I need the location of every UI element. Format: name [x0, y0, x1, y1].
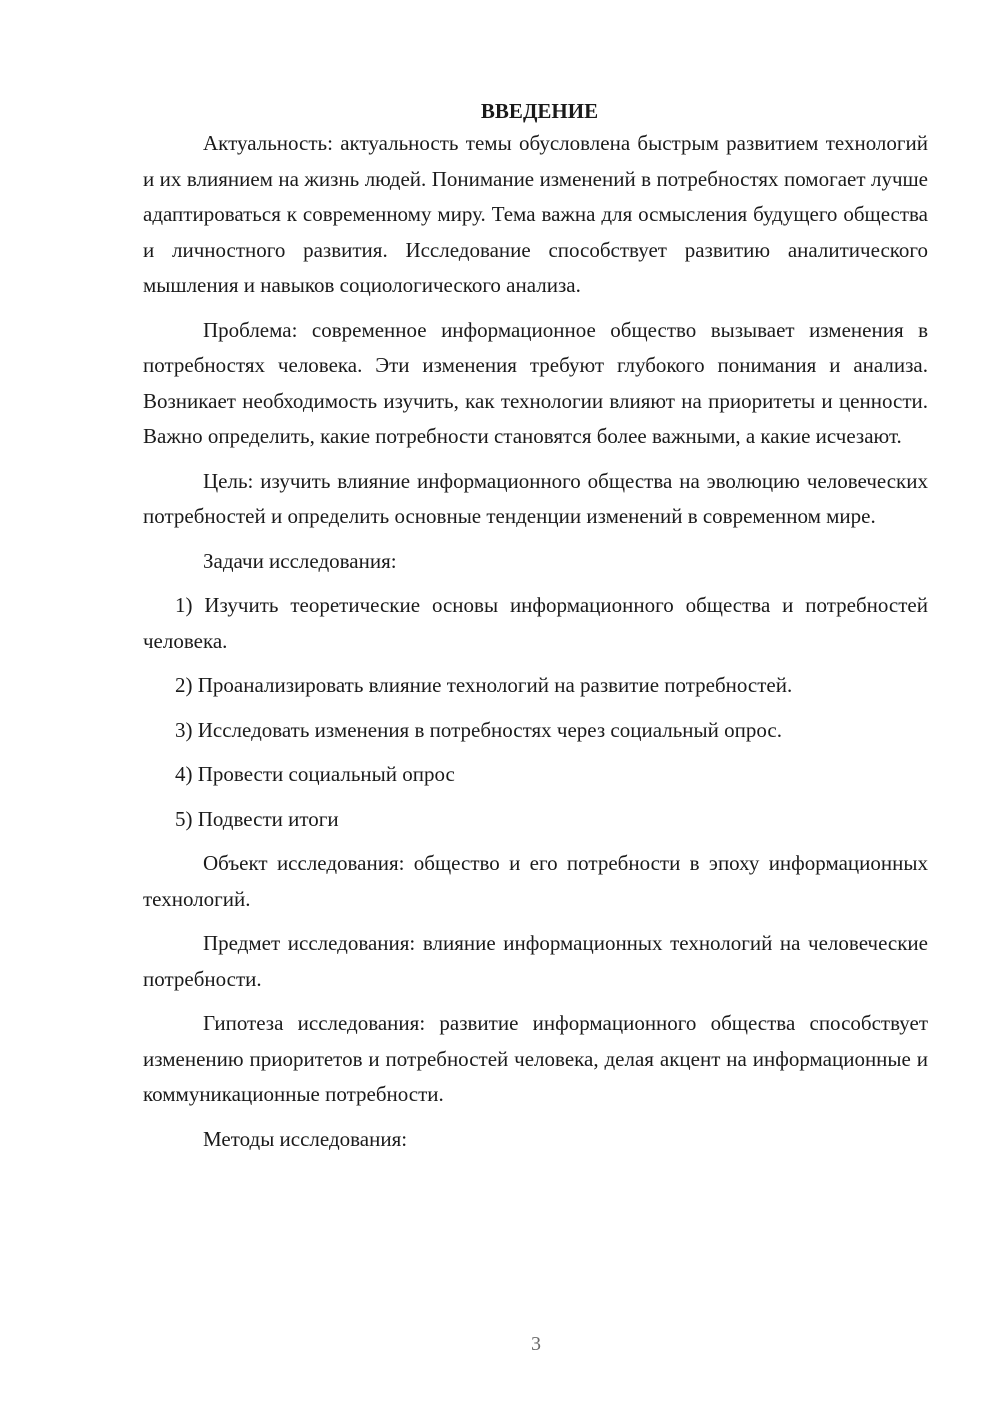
hypothesis-paragraph: Гипотеза исследования: развитие информационного общества способствует изменению приоритетов и потребностей человека, делая акцент на информационные и коммуникационные потребности. — [143, 1011, 928, 1106]
relevance-paragraph: Актуальность: актуальность темы обусловлена быстрым развитием технологий и их влиянием на жизнь людей. Понимание изменений в потребностях помогает лучше адаптироваться к современному миру. Тема важна для осмысления будущего общества и личностного развития. Исследование способствует развитию аналитического мышления и навыков социологического анализа. — [143, 131, 928, 297]
object-paragraph: Объект исследования: общество и его потребности в эпоху информационных технологий. — [143, 851, 928, 911]
task-item-2: 2) Проанализировать влияние технологий на развитие потребностей. — [175, 673, 793, 697]
subject-paragraph: Предмет исследования: влияние информационных технологий на человеческие потребности. — [143, 931, 928, 991]
document-page — [143, 96, 928, 1166]
problem-paragraph: Проблема: современное информационное общество вызывает изменения в потребностях человека. Эти изменения требуют глубокого понимания и анализа. Возникает необходимость изучить, как технологии влияют на приоритеты и ценности. Важно определить, какие потребности становятся более важными, а какие исчезают. — [143, 317, 928, 448]
tasks-heading: Задачи исследования: — [203, 548, 397, 573]
task-item-5: 5) Подвести итоги — [175, 806, 339, 831]
task-item-3: 3) Исследовать изменения в потребностях через социальный опрос. — [175, 717, 782, 742]
task-item-4: 4) Провести социальный опрос — [175, 762, 455, 786]
task-item-1: 1) Изучить теоретические основы информационного общества и потребностей человека. — [143, 593, 928, 653]
methods-paragraph: Методы исследования: — [203, 1126, 408, 1151]
page-number: 3 — [531, 1333, 541, 1355]
goal-paragraph: Цель: изучить влияние информационного общества на эволюцию человеческих потребностей и определить основные тенденции изменений в современном мире. — [143, 468, 928, 528]
section-heading: ВВЕДЕНИЕ — [480, 99, 599, 123]
